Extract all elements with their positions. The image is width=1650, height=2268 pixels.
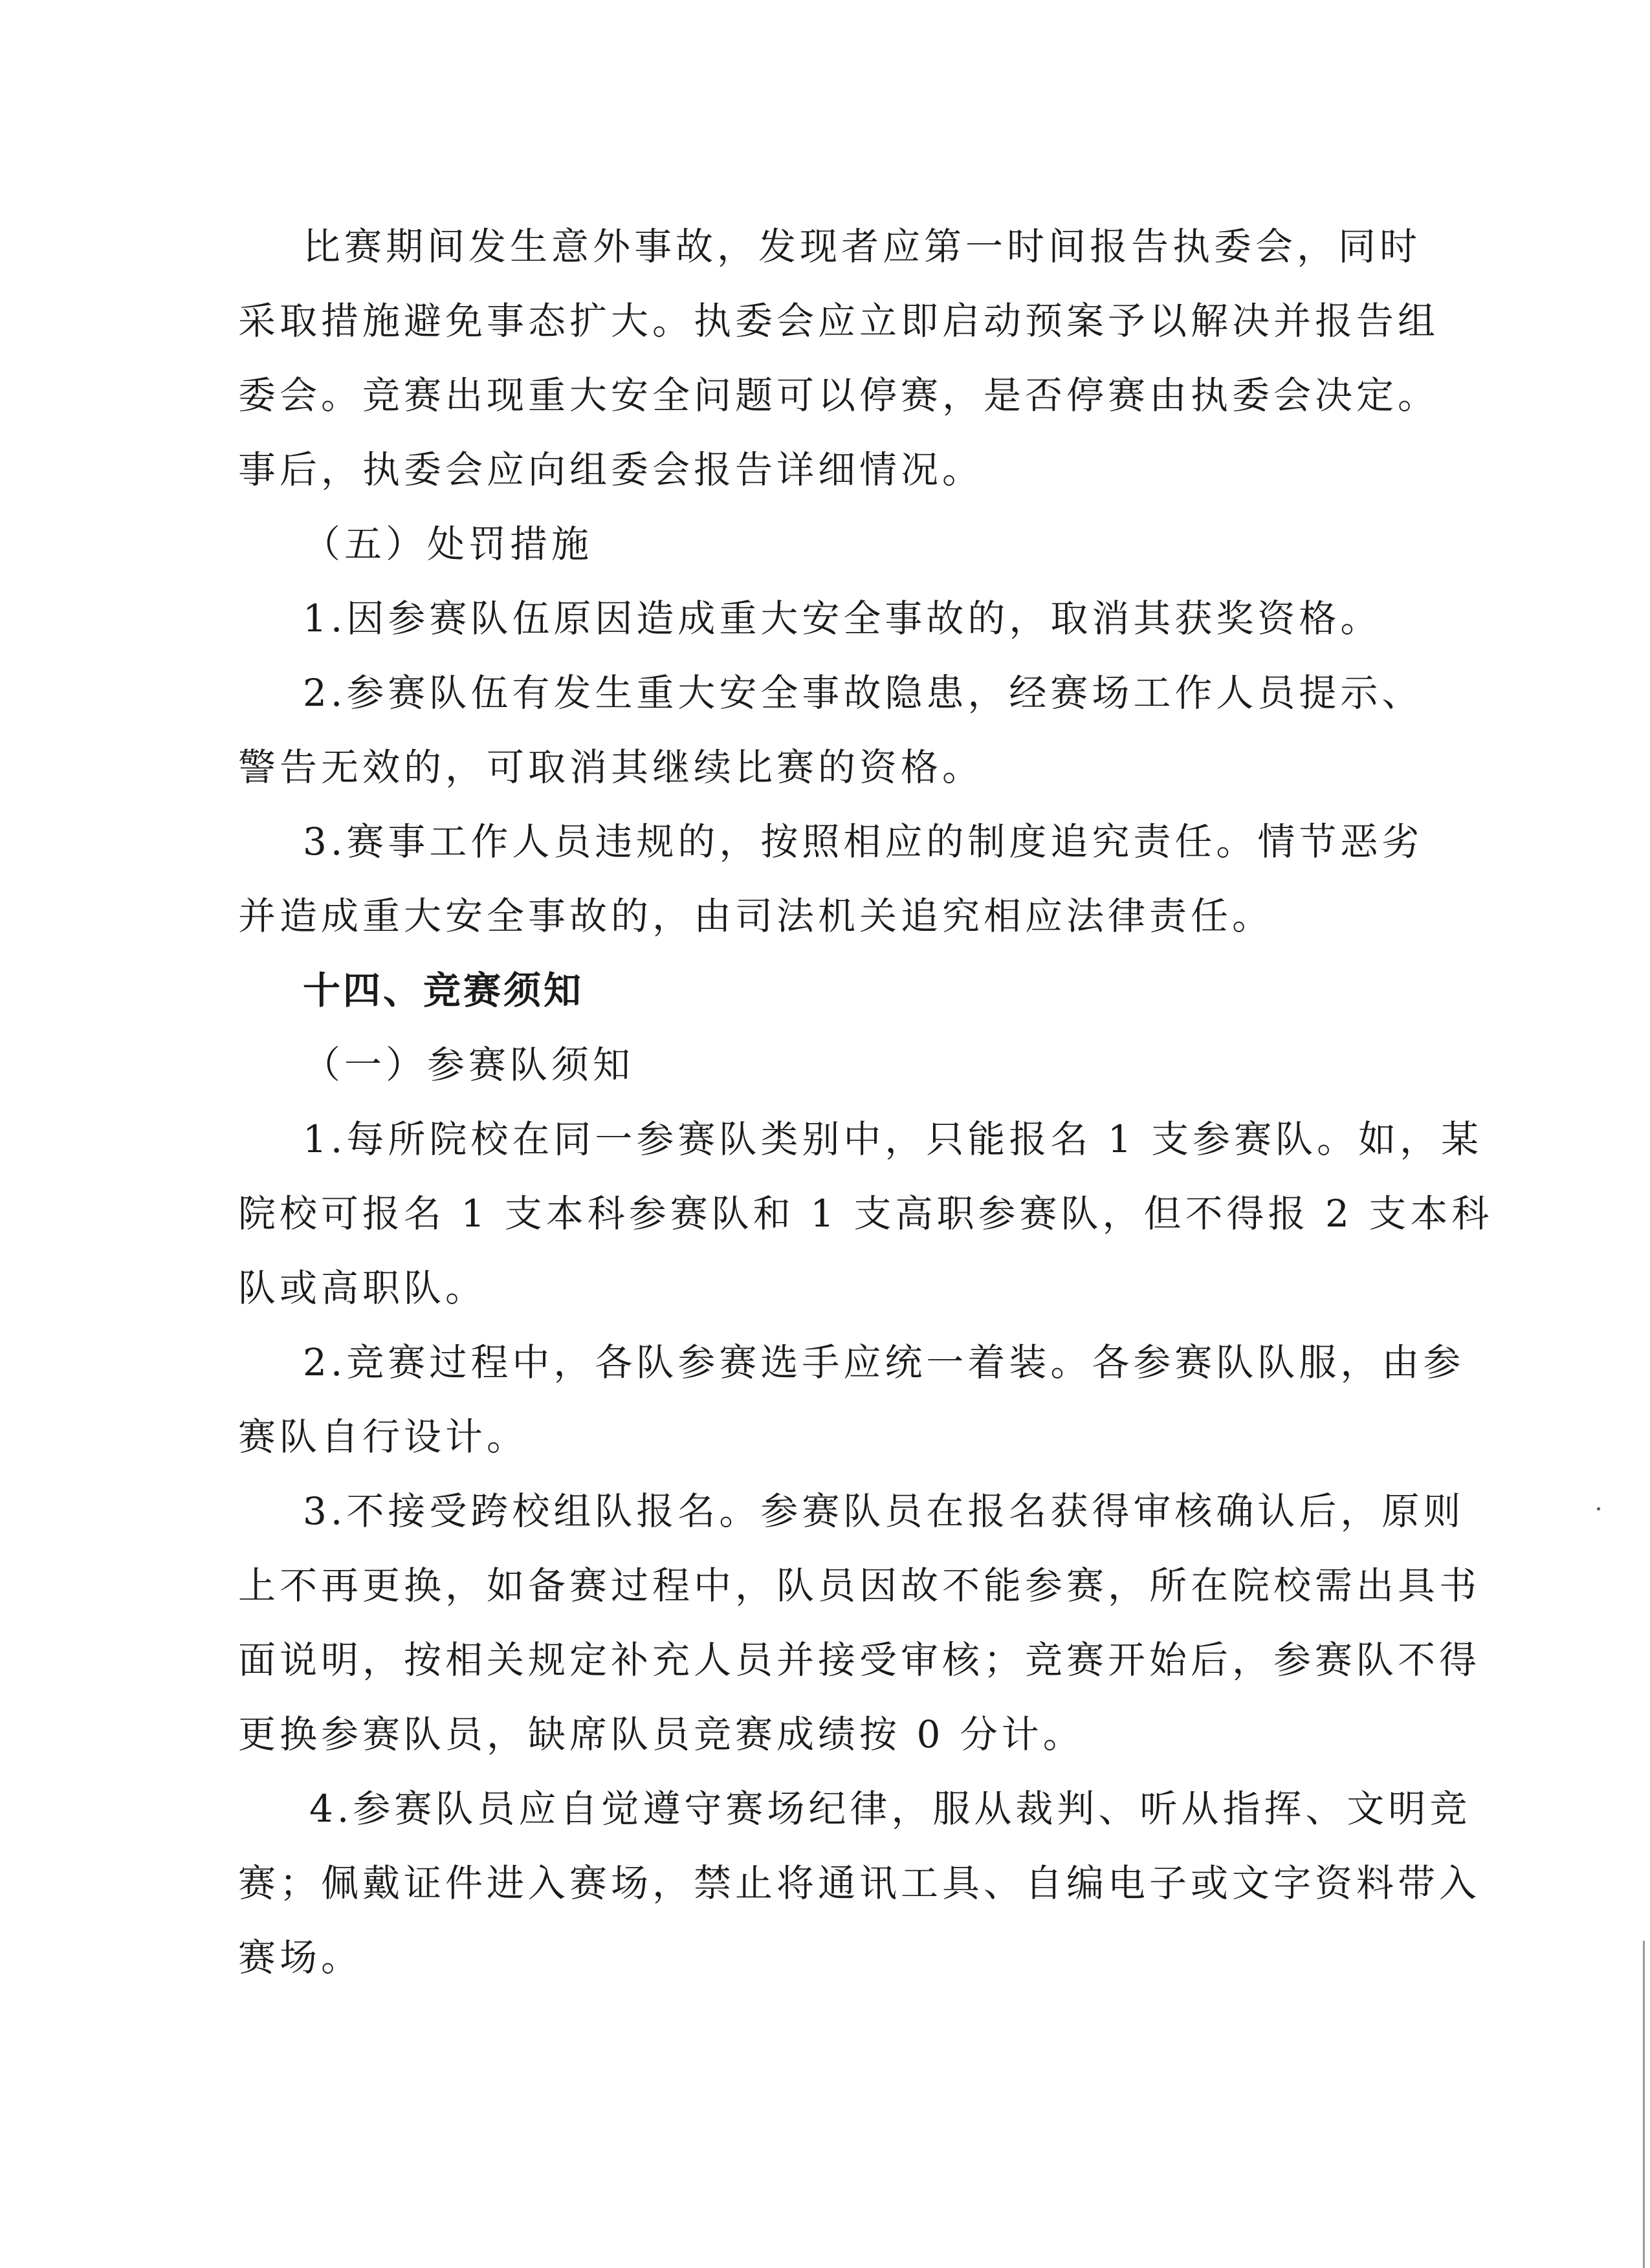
notice-item-3-line-2: 上不再更换，如备赛过程中，队员因故不能参赛，所在院校需出具书 bbox=[238, 1564, 1481, 1608]
section-heading-team-notice: （一）参赛队须知 bbox=[303, 1043, 635, 1087]
chapter-heading-competition-notice: 十四、竞赛须知 bbox=[303, 968, 584, 1012]
paragraph-accident-line-4: 事后，执委会应向组委会报告详细情况。 bbox=[238, 448, 984, 492]
scan-edge-shadow bbox=[1643, 1941, 1645, 2268]
scan-speck bbox=[1597, 1507, 1600, 1510]
penalty-item-1: 1.因参赛队伍原因造成重大安全事故的，取消其获奖资格。 bbox=[303, 596, 1382, 640]
penalty-item-3-line-1: 3.赛事工作人员违规的，按照相应的制度追究责任。情节恶劣 bbox=[303, 820, 1424, 864]
notice-item-1-line-2: 院校可报名 1 支本科参赛队和 1 支高职参赛队，但不得报 2 支本科 bbox=[238, 1192, 1493, 1236]
notice-item-4-line-2: 赛；佩戴证件进入赛场，禁止将通讯工具、自编电子或文字资料带入 bbox=[238, 1861, 1481, 1905]
paragraph-accident-line-2: 采取措施避免事态扩大。执委会应立即启动预案予以解决并报告组 bbox=[238, 299, 1440, 343]
paragraph-accident-line-1: 比赛期间发生意外事故，发现者应第一时间报告执委会，同时 bbox=[303, 224, 1422, 268]
notice-item-1-line-3: 队或高职队。 bbox=[238, 1266, 487, 1310]
notice-item-2-line-1: 2.竞赛过程中，各队参赛选手应统一着装。各参赛队队服，由参 bbox=[303, 1340, 1465, 1384]
penalty-item-2-line-1: 2.参赛队伍有发生重大安全事故隐患，经赛场工作人员提示、 bbox=[303, 671, 1424, 715]
notice-item-3-line-3: 面说明，按相关规定补充人员并接受审核；竞赛开始后，参赛队不得 bbox=[238, 1638, 1481, 1682]
notice-item-4-line-3: 赛场。 bbox=[238, 1935, 363, 1979]
penalty-item-2-line-2: 警告无效的，可取消其继续比赛的资格。 bbox=[238, 745, 984, 789]
notice-item-3-line-1: 3.不接受跨校组队报名。参赛队员在报名获得审核确认后，原则 bbox=[303, 1489, 1465, 1533]
paragraph-accident-line-3: 委会。竞赛出现重大安全问题可以停赛，是否停赛由执委会决定。 bbox=[238, 373, 1440, 417]
notice-item-2-line-2: 赛队自行设计。 bbox=[238, 1415, 529, 1459]
penalty-item-3-line-2: 并造成重大安全事故的，由司法机关追究相应法律责任。 bbox=[238, 894, 1274, 938]
notice-item-1-line-1: 1.每所院校在同一参赛队类别中，只能报名 1 支参赛队。如，某 bbox=[303, 1117, 1483, 1161]
section-heading-penalties: （五）处罚措施 bbox=[303, 522, 593, 566]
notice-item-3-line-4: 更换参赛队员，缺席队员竞赛成绩按 0 分计。 bbox=[238, 1712, 1084, 1756]
notice-item-4-line-1: 4.参赛队员应自觉遵守赛场纪律，服从裁判、听从指挥、文明竞 bbox=[309, 1787, 1471, 1831]
